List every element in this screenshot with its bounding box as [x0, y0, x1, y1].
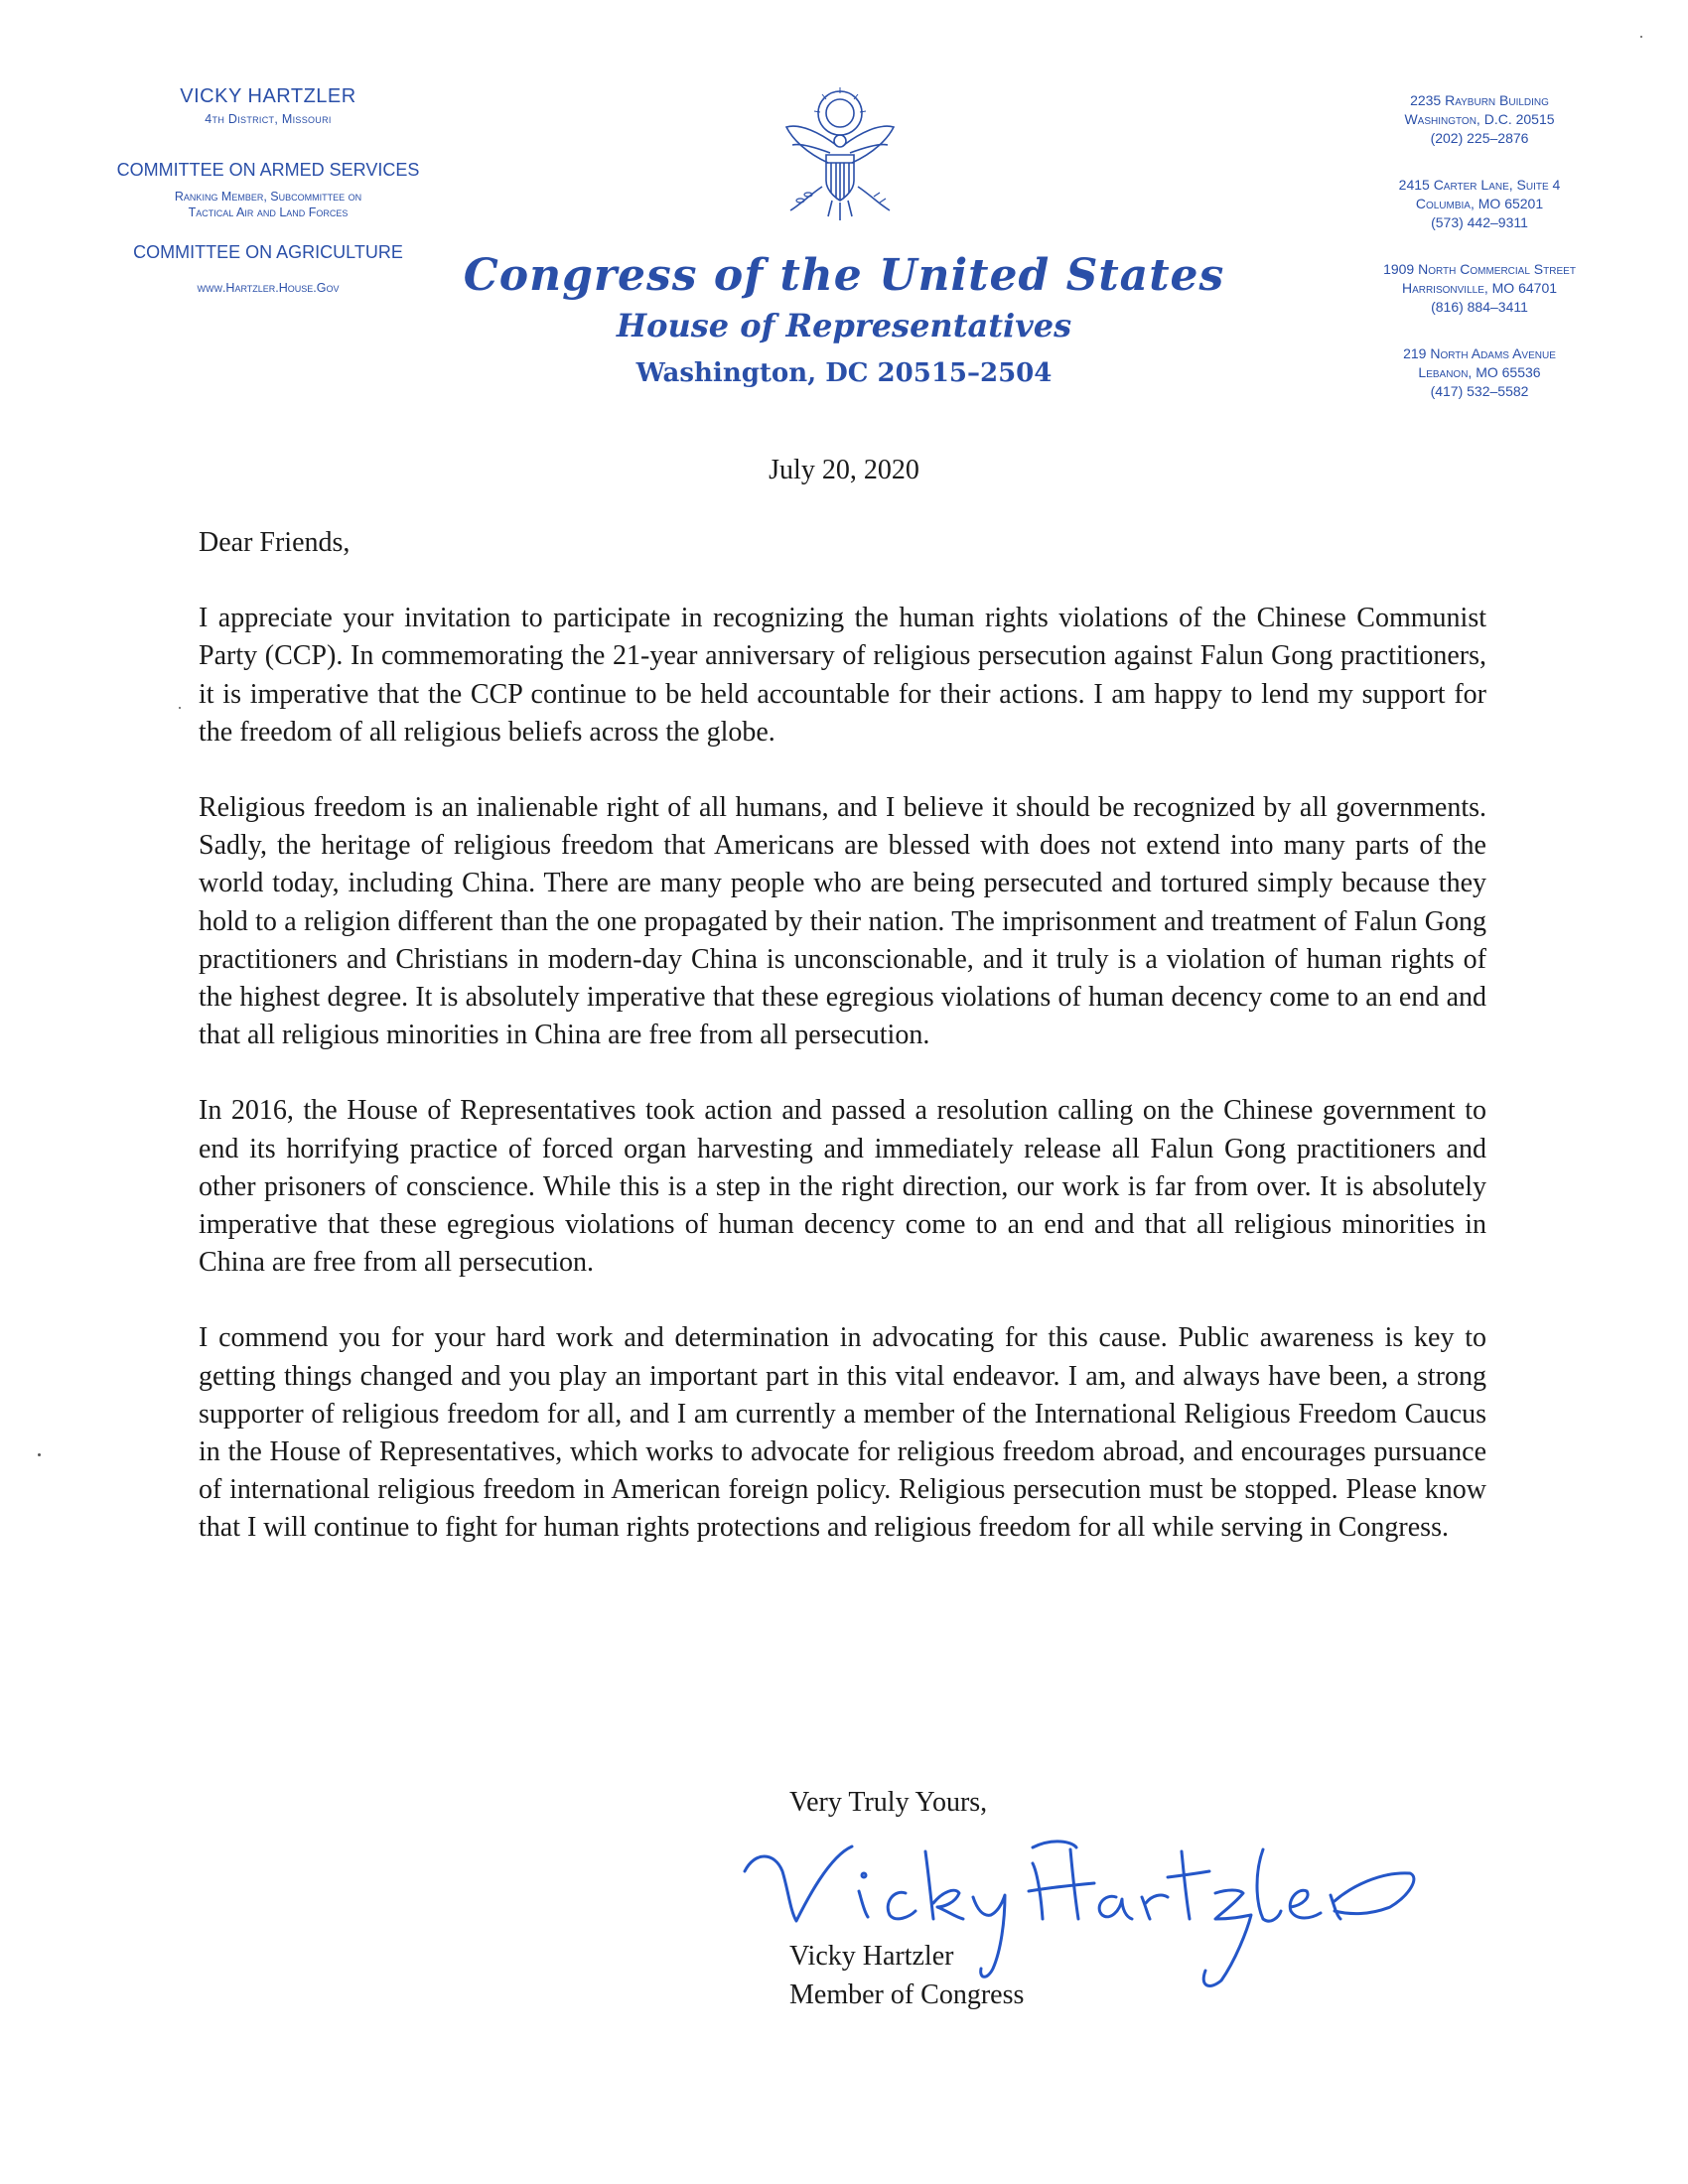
- paragraph: In 2016, the House of Representatives took action and passed a resolution calling on the Chinese government to end its horrifying practice of forced organ harvesting and immediately release all Falun Gong practitioners and other prisoners of conscience. While this is a step in the right direction, our work is far from over. It is absolutely imperative that these egregious violations of human decency come to an end and that all religious minorities in China are free from all persecution.: [199, 1095, 1486, 1279]
- committee-agriculture: COMMITTEE ON AGRICULTURE: [133, 242, 403, 262]
- congress-title: Congress of the United States: [463, 250, 1225, 301]
- closing: Very Truly Yours,: [789, 1787, 988, 1818]
- office-street: 219 North Adams Avenue: [1403, 345, 1556, 361]
- paragraph: Religious freedom is an inalienable right of all humans, and I believe it should be recognized by all governments. Sadly, the heritage of religious freedom that Americans are blessed with does not extend into many parts of the world today, including China. There are many people who are being persecuted and tortured simply because they hold to a religion different than the one propagated by their nation. The imprisonment and treatment of Falun Gong practitioners and Christians in modern-day China is unconscionable, and it truly is a violation of human rights of the highest degree. It is absolutely imperative that these egregious violations of human decency come to an end and that all religious minorities in China are free from all persecution.: [199, 792, 1486, 1051]
- member-district: 4th District, Missouri: [205, 112, 332, 126]
- office-phone: (417) 532–5582: [1430, 383, 1529, 399]
- scan-speck: [1640, 36, 1642, 38]
- committee-role: [60, 189, 477, 220]
- letter-date: July 20, 2020: [769, 455, 919, 485]
- signer-title: Member of Congress: [789, 1979, 1025, 2010]
- salutation: Dear Friends,: [199, 527, 351, 558]
- letterhead-left: [60, 85, 477, 295]
- office-phone: (573) 442–9311: [1431, 214, 1528, 230]
- signer-block: [789, 1937, 1024, 2014]
- paragraph: I commend you for your hard work and determination in advocating for this cause. Public awareness is key to getting things changed and you play an important part in this vital endeavor. I am, and always have been, a strong supporter of religious freedom for all, and I am currently a member of the International Religious Freedom Caucus in the House of Representatives, which works to advocate for religious freedom abroad, and encourages pursuance of international religious freedom in American foreign policy. Religious persecution must be stopped. Please know that I will continue to fight for human rights protections and religious freedom for all while serving in Congress.: [199, 1322, 1486, 1544]
- office-street: 2235 Rayburn Building: [1410, 92, 1549, 108]
- office-city: Lebanon, MO 65536: [1418, 364, 1541, 380]
- washington-address: Washington, DC 20515–2504: [635, 358, 1053, 388]
- signer-name: Vicky Hartzler: [789, 1941, 954, 1972]
- office-city: Harrisonville, MO 64701: [1401, 280, 1558, 296]
- office-address: [1291, 176, 1668, 232]
- office-street: 1909 North Commercial Street: [1383, 261, 1576, 277]
- scan-speck: [38, 1453, 41, 1456]
- office-address: [1291, 344, 1668, 401]
- house-title: House of Representatives: [616, 307, 1072, 344]
- website: www.Hartzler.House.Gov: [197, 281, 340, 295]
- committee-role-line-1: Ranking Member, Subcommittee on: [174, 190, 362, 204]
- letterhead-right: [1291, 91, 1668, 429]
- office-city: Washington, D.C. 20515: [1404, 111, 1555, 127]
- office-phone: (816) 884–3411: [1431, 299, 1528, 315]
- office-phone: (202) 225–2876: [1430, 130, 1529, 146]
- letter-body: [199, 524, 1486, 1585]
- committee-armed-services: COMMITTEE ON ARMED SERVICES: [116, 160, 420, 180]
- letterhead-center: [427, 250, 1261, 388]
- member-name: VICKY HARTZLER: [180, 85, 356, 107]
- office-address: [1291, 260, 1668, 317]
- office-street: 2415 Carter Lane, Suite 4: [1398, 177, 1561, 193]
- scan-speck: [179, 707, 181, 709]
- house-seal-icon: [771, 83, 910, 232]
- committee-role-line-2: Tactical Air and Land Forces: [188, 205, 349, 219]
- paragraph: I appreciate your invitation to participate in recognizing the human rights violations of the Chinese Communist Party (CCP). In commemorating the 21-year anniversary of religious persecution against Falun Gong practitioners, it is imperative that the CCP continue to be held accountable for their actions. I am happy to lend my support for the freedom of all religious beliefs across the globe.: [199, 603, 1486, 748]
- office-address: [1291, 91, 1668, 148]
- office-city: Columbia, MO 65201: [1415, 196, 1544, 211]
